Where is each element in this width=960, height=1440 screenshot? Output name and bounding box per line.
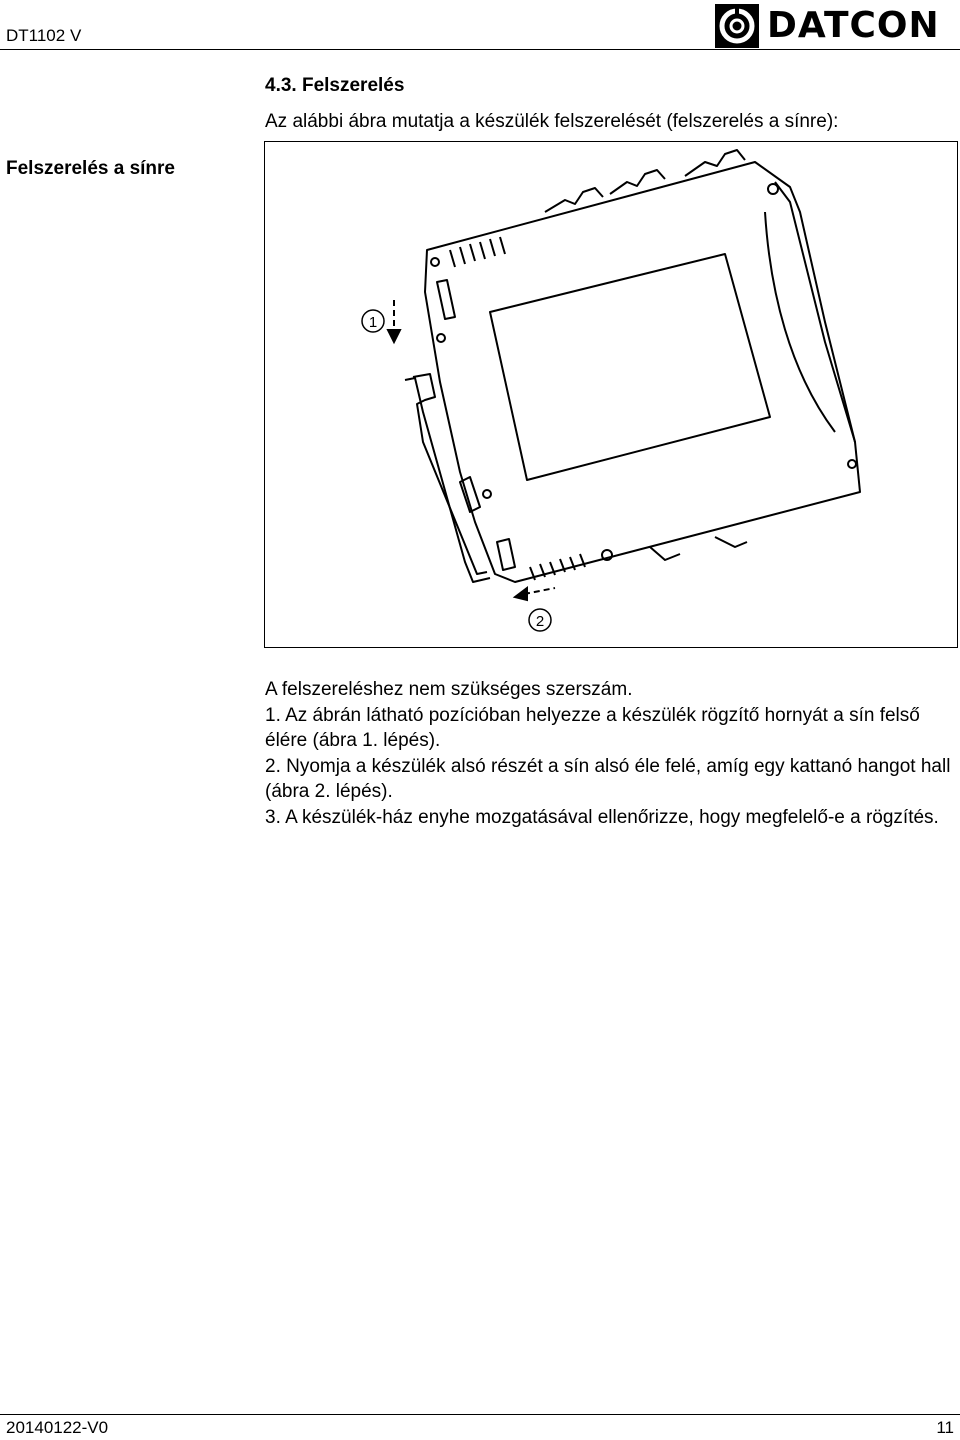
page-number: 11 [936, 1418, 954, 1437]
din-rail [413, 374, 487, 574]
bottom-terminal-1 [715, 537, 747, 547]
side-slot-bottom [497, 539, 515, 570]
footer-divider [0, 1414, 960, 1415]
side-label: Felszerelés a sínre [6, 158, 175, 179]
note-text: A felszereléshez nem szükséges szerszám. [265, 679, 633, 700]
logo-emblem-icon [715, 4, 759, 48]
svg-text:1: 1 [368, 314, 378, 331]
instructions [265, 677, 955, 830]
rail-mounting-drawing [265, 142, 959, 649]
header-divider [0, 49, 960, 50]
top-terminal-1 [545, 188, 603, 212]
step-2-marker [529, 609, 551, 631]
step-1-marker [362, 310, 384, 332]
intro-text: Az alábbi ábra mutatja a készülék felszerelését (felszerelés a sínre): [265, 111, 839, 132]
logo-wordmark: DATCON [767, 5, 940, 46]
revision-code: 20140122-V0 [6, 1418, 109, 1437]
document-id: DT1102 V [6, 26, 82, 45]
section-heading: 4.3. Felszerelés [265, 75, 405, 96]
svg-text:2: 2 [535, 613, 545, 630]
side-slot-top [437, 280, 455, 319]
top-terminal-2 [610, 170, 665, 194]
front-window [490, 254, 770, 480]
step-3-text: 3. A készülék-ház enyhe mozgatásával ellenőrizze, hogy megfelelő-e a rögzítés. [265, 806, 939, 828]
datcon-logo [715, 4, 955, 48]
step-2-text: 2. Nyomja a készülék alsó részét a sín alsó éle felé, amíg egy kattanó hangot hall (ábra 2. lépés). [265, 755, 951, 802]
step-1-text: 1. Az ábrán látható pozícióban helyezze a készülék rögzítő hornyát a sín felső élére (ábra 1. lépés). [265, 704, 920, 751]
bottom-terminal-2 [650, 547, 680, 560]
mounting-figure [264, 141, 958, 648]
